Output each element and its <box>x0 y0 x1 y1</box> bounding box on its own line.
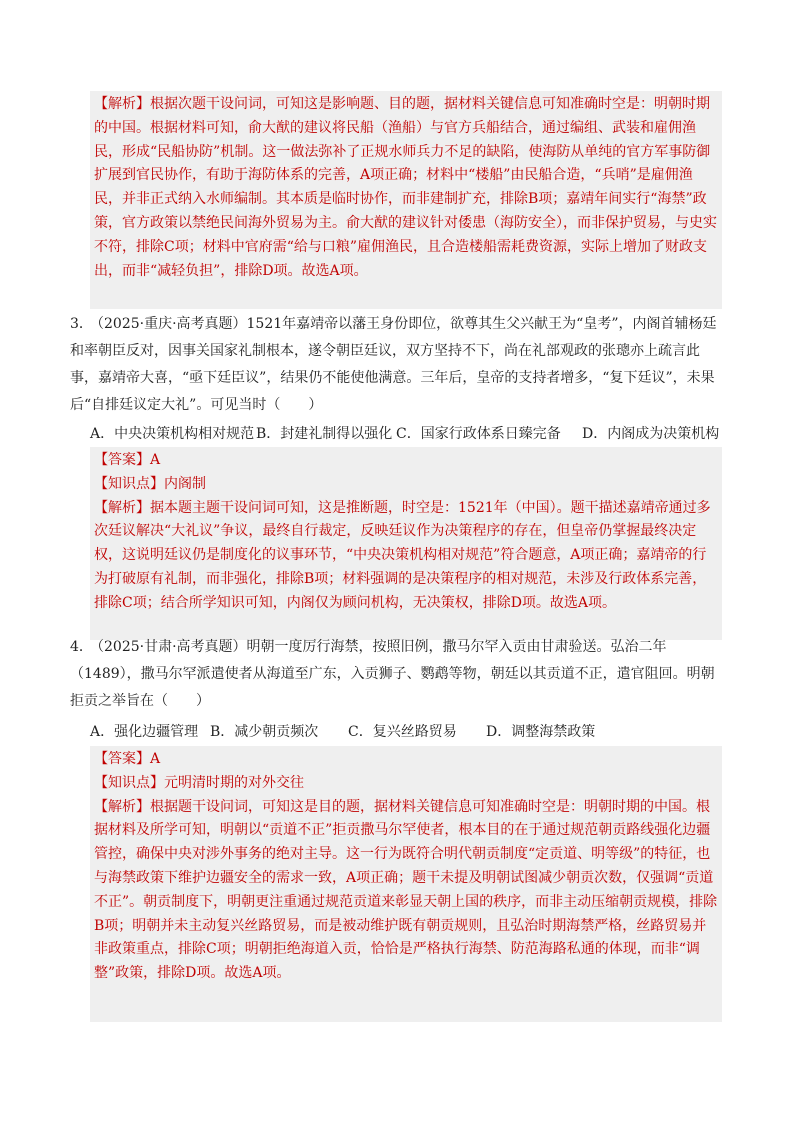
option-a: A．强化边疆管理 <box>90 724 199 740</box>
question-3 <box>70 311 722 419</box>
question-4 <box>70 634 722 715</box>
question-number: 4． <box>70 639 93 655</box>
option-b: B．减少朝贡频次 <box>210 724 319 740</box>
knowledge-value: 元明清时期的对外交往 <box>164 774 304 791</box>
option-d: D．内阁成为决策机构 <box>582 426 720 442</box>
knowledge-value: 内阁制 <box>164 475 206 492</box>
question-number: 3． <box>70 316 93 332</box>
question-stem: （2025·甘肃·高考真题）明朝一度厉行海禁，按照旧例，撒马尔罕入贡由甘肃验送。弘治二年（1489），撒马尔罕派遣使者从海道至广东，入贡狮子、鹦鹉等物，朝廷以其贡道不正，遣官阻回。明朝拒贡之举旨在（ ） <box>70 639 715 709</box>
knowledge-tag: 【知识点】 <box>94 475 164 492</box>
question-stem: （2025·重庆·高考真题）1521年嘉靖帝以藩王身份即位，欲尊其生父兴献王为“皇考”，内阁首辅杨廷和率朝臣反对，因事关国家礼制根本，遂令朝臣廷议，双方坚持不下，尚在礼部观政的张璁亦上疏言此事，嘉靖帝大喜，“亟下廷臣议”，结果仍不能使他满意。三年后，皇帝的支持者增多，“复下廷议”，未果后“自排廷议定大礼”。可见当时（ ） <box>70 316 717 413</box>
answer-value: A <box>150 452 161 468</box>
analysis-text: 根据题干设问词，可知这是目的题，据材料关键信息可知准确时空是：明朝时期的中国。根据材料及所学可知，明朝以“贡道不正”拒贡撒马尔罕使者，根本目的在于通过规范朝贡路线强化边疆管控，确保中央对涉外事务的绝对主导。这一行为既符合明代朝贡制度“定贡道、明等级”的特征，也与海禁政策下维护边疆安全的需求一致，A项正确；题干未提及明朝试图减少朝贡次数，仅强调“贡道不正”。朝贡制度下，明朝更注重通过规范贡道来彰显天朝上国的秩序，而非主动压缩朝贡规模，排除B项；明朝并未主动复兴丝路贸易，而是被动维护既有朝贡规则，且弘治时期海禁严格，丝路贸易并非政策重点，排除C项；明朝拒绝海道入贡，恰恰是严格执行海禁、防范海路私通的体现，而非“调整”政策，排除D项。故选A项。 <box>94 798 718 982</box>
question-3-options <box>90 422 730 446</box>
option-b: B．封建礼制得以强化 <box>256 426 393 442</box>
answer-block-q3 <box>90 447 722 640</box>
option-d: D．调整海禁政策 <box>486 724 596 740</box>
answer-tag: 【答案】 <box>94 751 150 767</box>
analysis-tag: 【解析】 <box>94 499 150 516</box>
option-c: C．国家行政体系日臻完备 <box>396 426 561 442</box>
analysis-text: 据本题主题干设问词可知，这是推断题，时空是：1521年（中国）。题干描述嘉靖帝通过多次廷议解决“大礼议”争议，最终自行裁定，反映廷议作为决策程序的存在，但皇帝仍掌握最终决定权，这说明廷议仍是制度化的议事环节，“中央决策机构相对规范”符合题意，A项正确；嘉靖帝的行为打破原有礼制，而非强化，排除B项；材料强调的是决策程序的相对规范，未涉及行政体系完善，排除C项；结合所学知识可知，内阁仅为顾问机构，无决策权，排除D项。故选A项。 <box>94 499 711 611</box>
knowledge-tag: 【知识点】 <box>94 774 164 791</box>
analysis-text: 根据次题干设问词，可知这是影响题、目的题，据材料关键信息可知准确时空是：明朝时期的中国。根据材料可知，俞大猷的建议将民船（渔船）与官方兵船结合，通过编组、武装和雇佣渔民，形成“民船协防”机制。这一做法弥补了正规水师兵力不足的缺陷，使海防从单纯的官方军事防御扩展到官民协作，有助于海防体系的完善，A项正确；材料中“楼船”由民船合造，“兵哨”是雇佣渔民，并非正式纳入水师编制。其本质是临时协作，而非建制扩充，排除B项；嘉靖年间实行“海禁”政策，官方政策以禁绝民间海外贸易为主。俞大猷的建议针对倭患（海防安全），而非保护贸易，与史实不符，排除C项；材料中官府需“给与口粮”雇佣渔民，且合造楼船需耗费资源，实际上增加了财政支出，而非“减轻负担”，排除D项。故选A项。 <box>94 96 717 279</box>
answer-value: A <box>150 751 161 767</box>
analysis-tag: 【解析】 <box>94 96 150 112</box>
answer-tag: 【答案】 <box>94 452 150 468</box>
option-c: C．复兴丝路贸易 <box>348 724 457 740</box>
analysis-tag: 【解析】 <box>94 798 150 815</box>
option-a: A．中央决策机构相对规范 <box>90 426 255 442</box>
answer-block-q4 <box>90 746 722 1022</box>
analysis-block-q2 <box>90 91 722 309</box>
question-4-options <box>90 720 730 744</box>
